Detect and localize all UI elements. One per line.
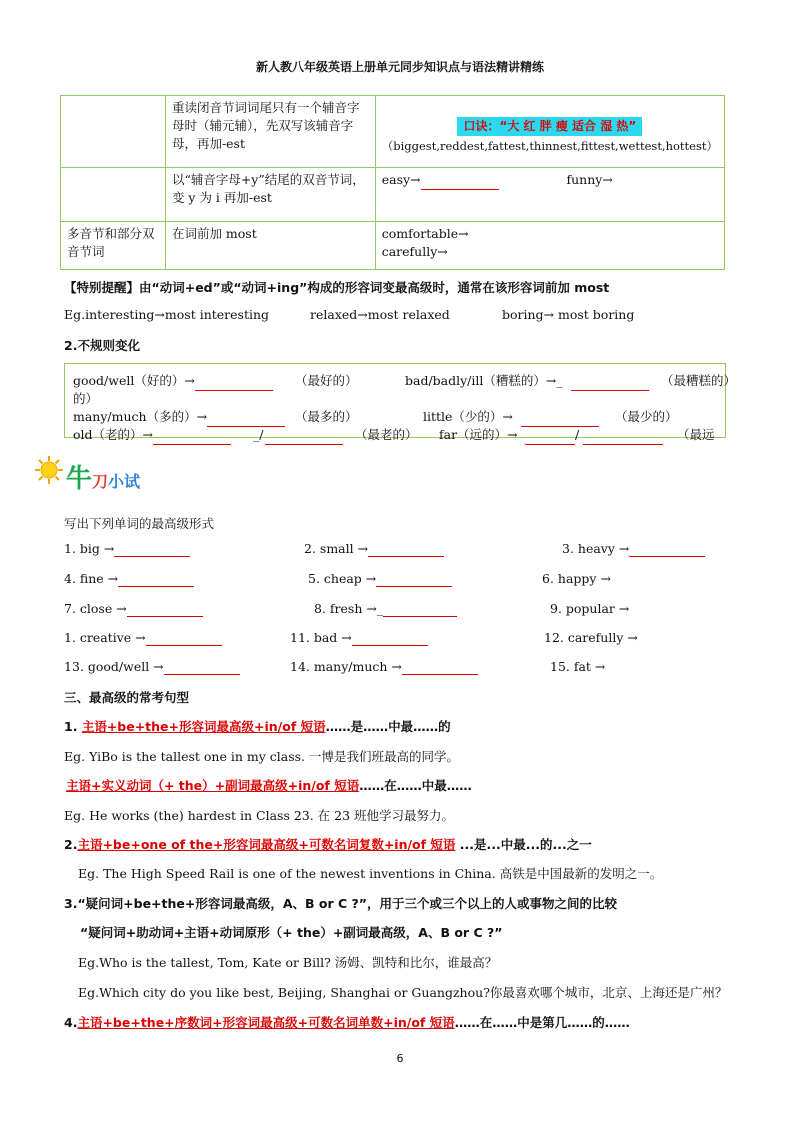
example-cell-2: easy→ funny→ [375,168,724,222]
special-reminder: 【特别提醒】由“动词+ed”或“动词+ing”构成的形容词变最高级时，通常在该形容词前加 most [64,280,610,295]
exercise-item: 11. bad → [290,630,428,646]
answer-blank[interactable] [402,659,478,675]
reminder-example-2: relaxed→most relaxed [310,307,450,322]
exercise-item: 14. many/much → [290,659,478,675]
superlative-rules-table [60,95,725,270]
answer-blank[interactable] [368,541,444,557]
exercise-item: 4. fine → [64,571,194,587]
pattern-2-formula: 主语+be+one of the+形容词最高级+可数名词复数+in/of 短语 [77,837,456,852]
mnemonic-examples: （biggest,reddest,fattest,thinnest,fittest,wettest,hottest） [381,139,718,154]
example-cell [375,96,724,168]
answer-blank[interactable] [153,426,231,445]
exercise-item: 12. carefully → [544,630,638,645]
pattern-1b-formula: 主语+实义动词（+ the）+副词最高级+in/of 短语 [66,778,360,793]
sun-icon [34,455,64,485]
answer-blank[interactable] [376,571,452,587]
rule-cell: 重读闭音节词词尾只有一个辅音字母时（辅元辅），先双写该辅音字母，再加-est [165,96,375,168]
pattern-3-example-2: Eg.Which city do you like best, Beijing, Shanghai or Guangzhou?你最喜欢哪个城市，北京、上海还是广州？ [78,985,728,1000]
category-cell-empty [61,96,166,168]
category-cell-empty-2 [61,168,166,222]
example-cell-3: comfortable→ carefully→ [375,222,724,270]
pattern-4: 4.主语+be+the+序数词+形容词最高级+可数名词单数+in/of 短语……在……中是第几……的…… [64,1015,630,1030]
pattern-3-example-1: Eg.Who is the tallest, Tom, Kate or Bill? 汤姆、凯特和比尔，谁最高？ [78,955,498,970]
exercise-item: 9. popular → [550,601,630,616]
pattern-1-formula: 主语+be+the+形容词最高级+in/of 短语 [81,719,326,734]
pattern-1b-example: Eg. He works (the) hardest in Class 23. 在 23 班他学习最努力。 [64,808,455,823]
rule-cell-3: 在词前加 most [165,222,375,270]
answer-blank[interactable] [352,630,428,646]
answer-blank[interactable] [207,408,285,427]
pattern-3-line2: “疑问词+助动词+主语+动词原形（+ the）+副词最高级，A、B or C ?” [80,925,503,940]
rule-cell-2: 以“辅音字母+y”结尾的双音节词，变 y 为 i 再加-est [165,168,375,222]
answer-blank[interactable] [195,372,273,391]
pattern-3-line1: 3.“疑问词+be+the+形容词最高级，A、B or C ?”，用于三个或三个以上的人或事物之间的比较 [64,896,618,911]
exercise-item: 3. heavy → [562,541,705,557]
answer-blank[interactable] [146,630,222,646]
pattern-1b: 主语+实义动词（+ the）+副词最高级+in/of 短语……在……中最…… [66,778,472,793]
pattern-1: 1. 主语+be+the+形容词最高级+in/of 短语……是……中最……的 [64,719,451,734]
answer-blank[interactable] [164,659,240,675]
irregular-title: 2.不规则变化 [64,338,140,353]
answer-blank[interactable] [118,571,194,587]
answer-blank[interactable] [421,171,499,190]
category-cell-3: 多音节和部分双音节词 [61,222,166,270]
exercise-item: 5. cheap → [308,571,452,587]
patterns-title: 三、最高级的常考句型 [64,690,190,705]
exercise-item: 7. close → [64,601,203,617]
answer-blank[interactable] [521,408,599,427]
section-brand: 牛刀小试 [66,464,141,494]
exercise-item: 6. happy → [542,571,611,586]
answer-blank[interactable] [525,426,575,445]
answer-blank[interactable] [127,601,203,617]
pattern-4-formula: 主语+be+the+序数词+形容词最高级+可数名词单数+in/of 短语 [77,1015,455,1030]
mnemonic-label: 口诀：“大 红 胖 瘦 适合 湿 热” [457,117,642,136]
page-header: 新人教八年级英语上册单元同步知识点与语法精讲精练 [255,60,544,74]
exercise-item: 13. good/well → [64,659,240,675]
irregular-box: good/well（好的）→ （最好的） bad/badly/ill（糟糕的）→_ （最糟糕的） 的） many/much（多的）→ （最多的） little（少的）→ （最少的） old（老的）→ _/ （最老的） far（远的）→ / （最远 [64,363,726,438]
answer-blank[interactable] [383,601,457,617]
exercise-item: 15. fat → [550,659,606,674]
exercise-instruction: 写出下列单词的最高级形式 [64,516,215,531]
pattern-1-example: Eg. YiBo is the tallest one in my class. 一博是我们班最高的同学。 [64,749,459,764]
answer-blank[interactable] [571,372,649,391]
answer-blank[interactable] [114,541,190,557]
exercise-item: 1. big → [64,541,190,557]
reminder-example-3: boring→ most boring [502,307,635,322]
exercise-item: 8. fresh →_ [314,601,457,617]
pattern-2-example: Eg. The High Speed Rail is one of the newest inventions in China. 高铁是中国最新的发明之一。 [78,866,663,881]
page-number: 6 [396,1052,404,1065]
answer-blank[interactable] [629,541,705,557]
exercise-item: 2. small → [304,541,444,557]
answer-blank[interactable] [265,426,343,445]
answer-blank[interactable] [583,426,663,445]
pattern-2: 2.主语+be+one of the+形容词最高级+可数名词复数+in/of 短语 ...是...中最...的...之一 [64,837,592,852]
exercise-item: 1. creative → [64,630,222,646]
reminder-example-1: Eg.interesting→most interesting [64,307,270,322]
